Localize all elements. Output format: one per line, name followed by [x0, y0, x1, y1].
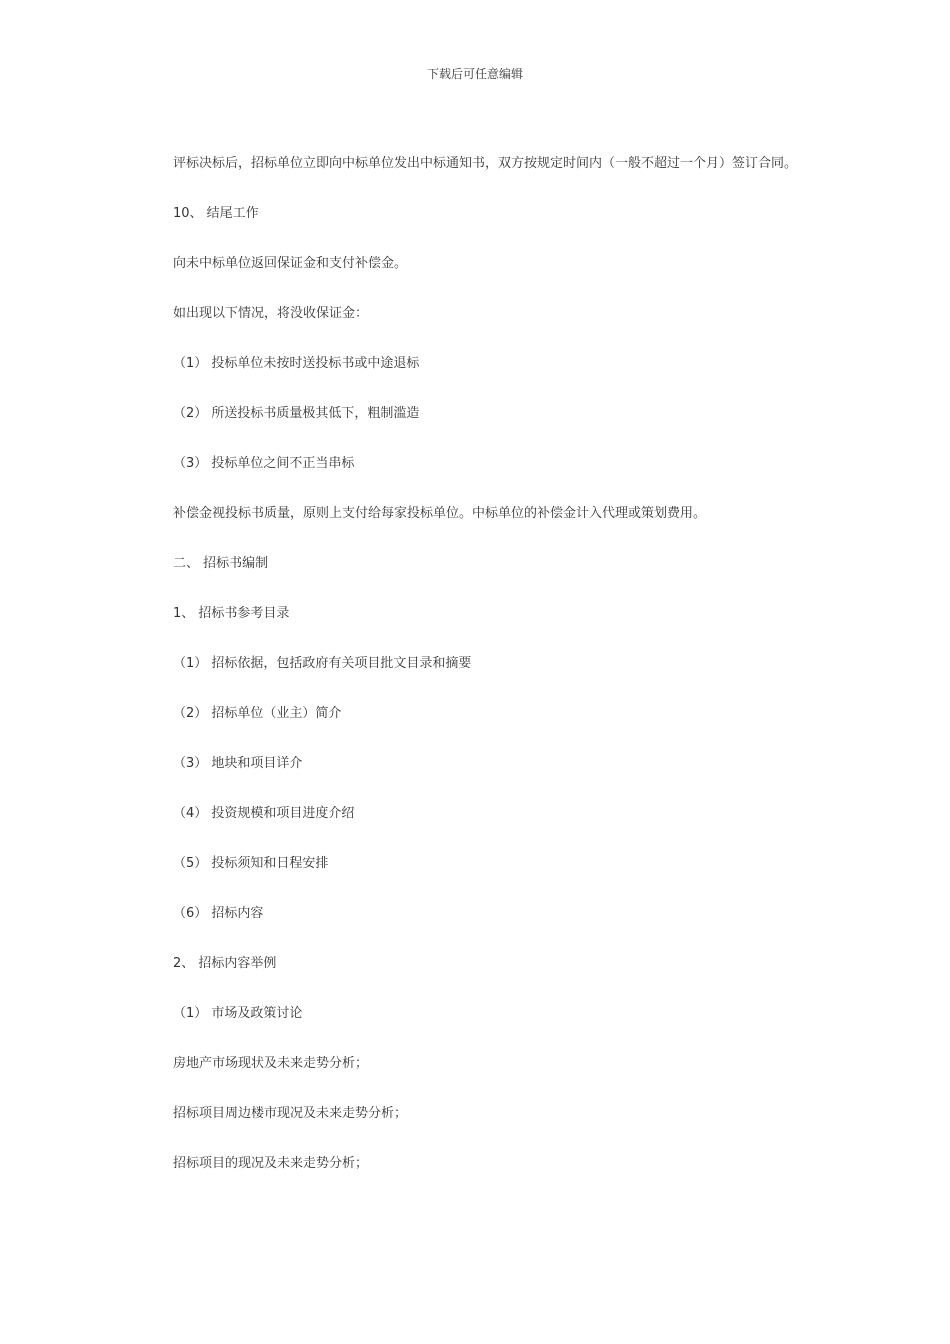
paragraph-forfeit-conditions: 如出现以下情况，将没收保证金：	[173, 306, 369, 321]
list-item-catalog-6: （6） 招标内容	[173, 906, 264, 921]
paragraph-project-status: 招标项目的现况及未来走势分析；	[173, 1156, 369, 1171]
list-item-forfeit-2: （2） 所送投标书质量极其低下，粗制滥造	[173, 406, 420, 421]
list-item-forfeit-3: （3） 投标单位之间不正当串标	[173, 456, 355, 471]
list-item-catalog-1: （1） 招标依据，包括政府有关项目批文目录和摘要	[173, 656, 472, 671]
list-item-catalog-5: （5） 投标须知和日程安排	[173, 856, 329, 871]
paragraph-contract: 评标决标后，招标单位立即向中标单位发出中标通知书，双方按规定时间内（一般不超过一个月）签订合同。	[173, 156, 798, 171]
paragraph-market-status: 房地产市场现状及未来走势分析；	[173, 1056, 369, 1071]
list-item-catalog-3: （3） 地块和项目详介	[173, 756, 303, 771]
list-item-catalog-4: （4） 投资规模和项目进度介绍	[173, 806, 355, 821]
heading-closing-work: 10、 结尾工作	[173, 206, 259, 221]
paragraph-compensation: 补偿金视投标书质量，原则上支付给每家投标单位。中标单位的补偿金计入代理或策划费用。	[173, 506, 707, 521]
page-header: 下载后可任意编辑	[426, 67, 523, 81]
paragraph-surrounding-market: 招标项目周边楼市现况及未来走势分析；	[173, 1106, 408, 1121]
paragraph-refund: 向未中标单位返回保证金和支付补偿金。	[173, 256, 408, 271]
list-item-content-1: （1） 市场及政策讨论	[173, 1006, 303, 1021]
heading-tender-content-examples: 2、 招标内容举例	[173, 956, 277, 971]
heading-tender-document: 二、 招标书编制	[173, 556, 269, 571]
heading-reference-catalog: 1、 招标书参考目录	[173, 606, 290, 621]
list-item-forfeit-1: （1） 投标单位未按时送投标书或中途退标	[173, 356, 420, 371]
document-body	[145, 151, 809, 1201]
list-item-catalog-2: （2） 招标单位（业主）简介	[173, 706, 342, 721]
